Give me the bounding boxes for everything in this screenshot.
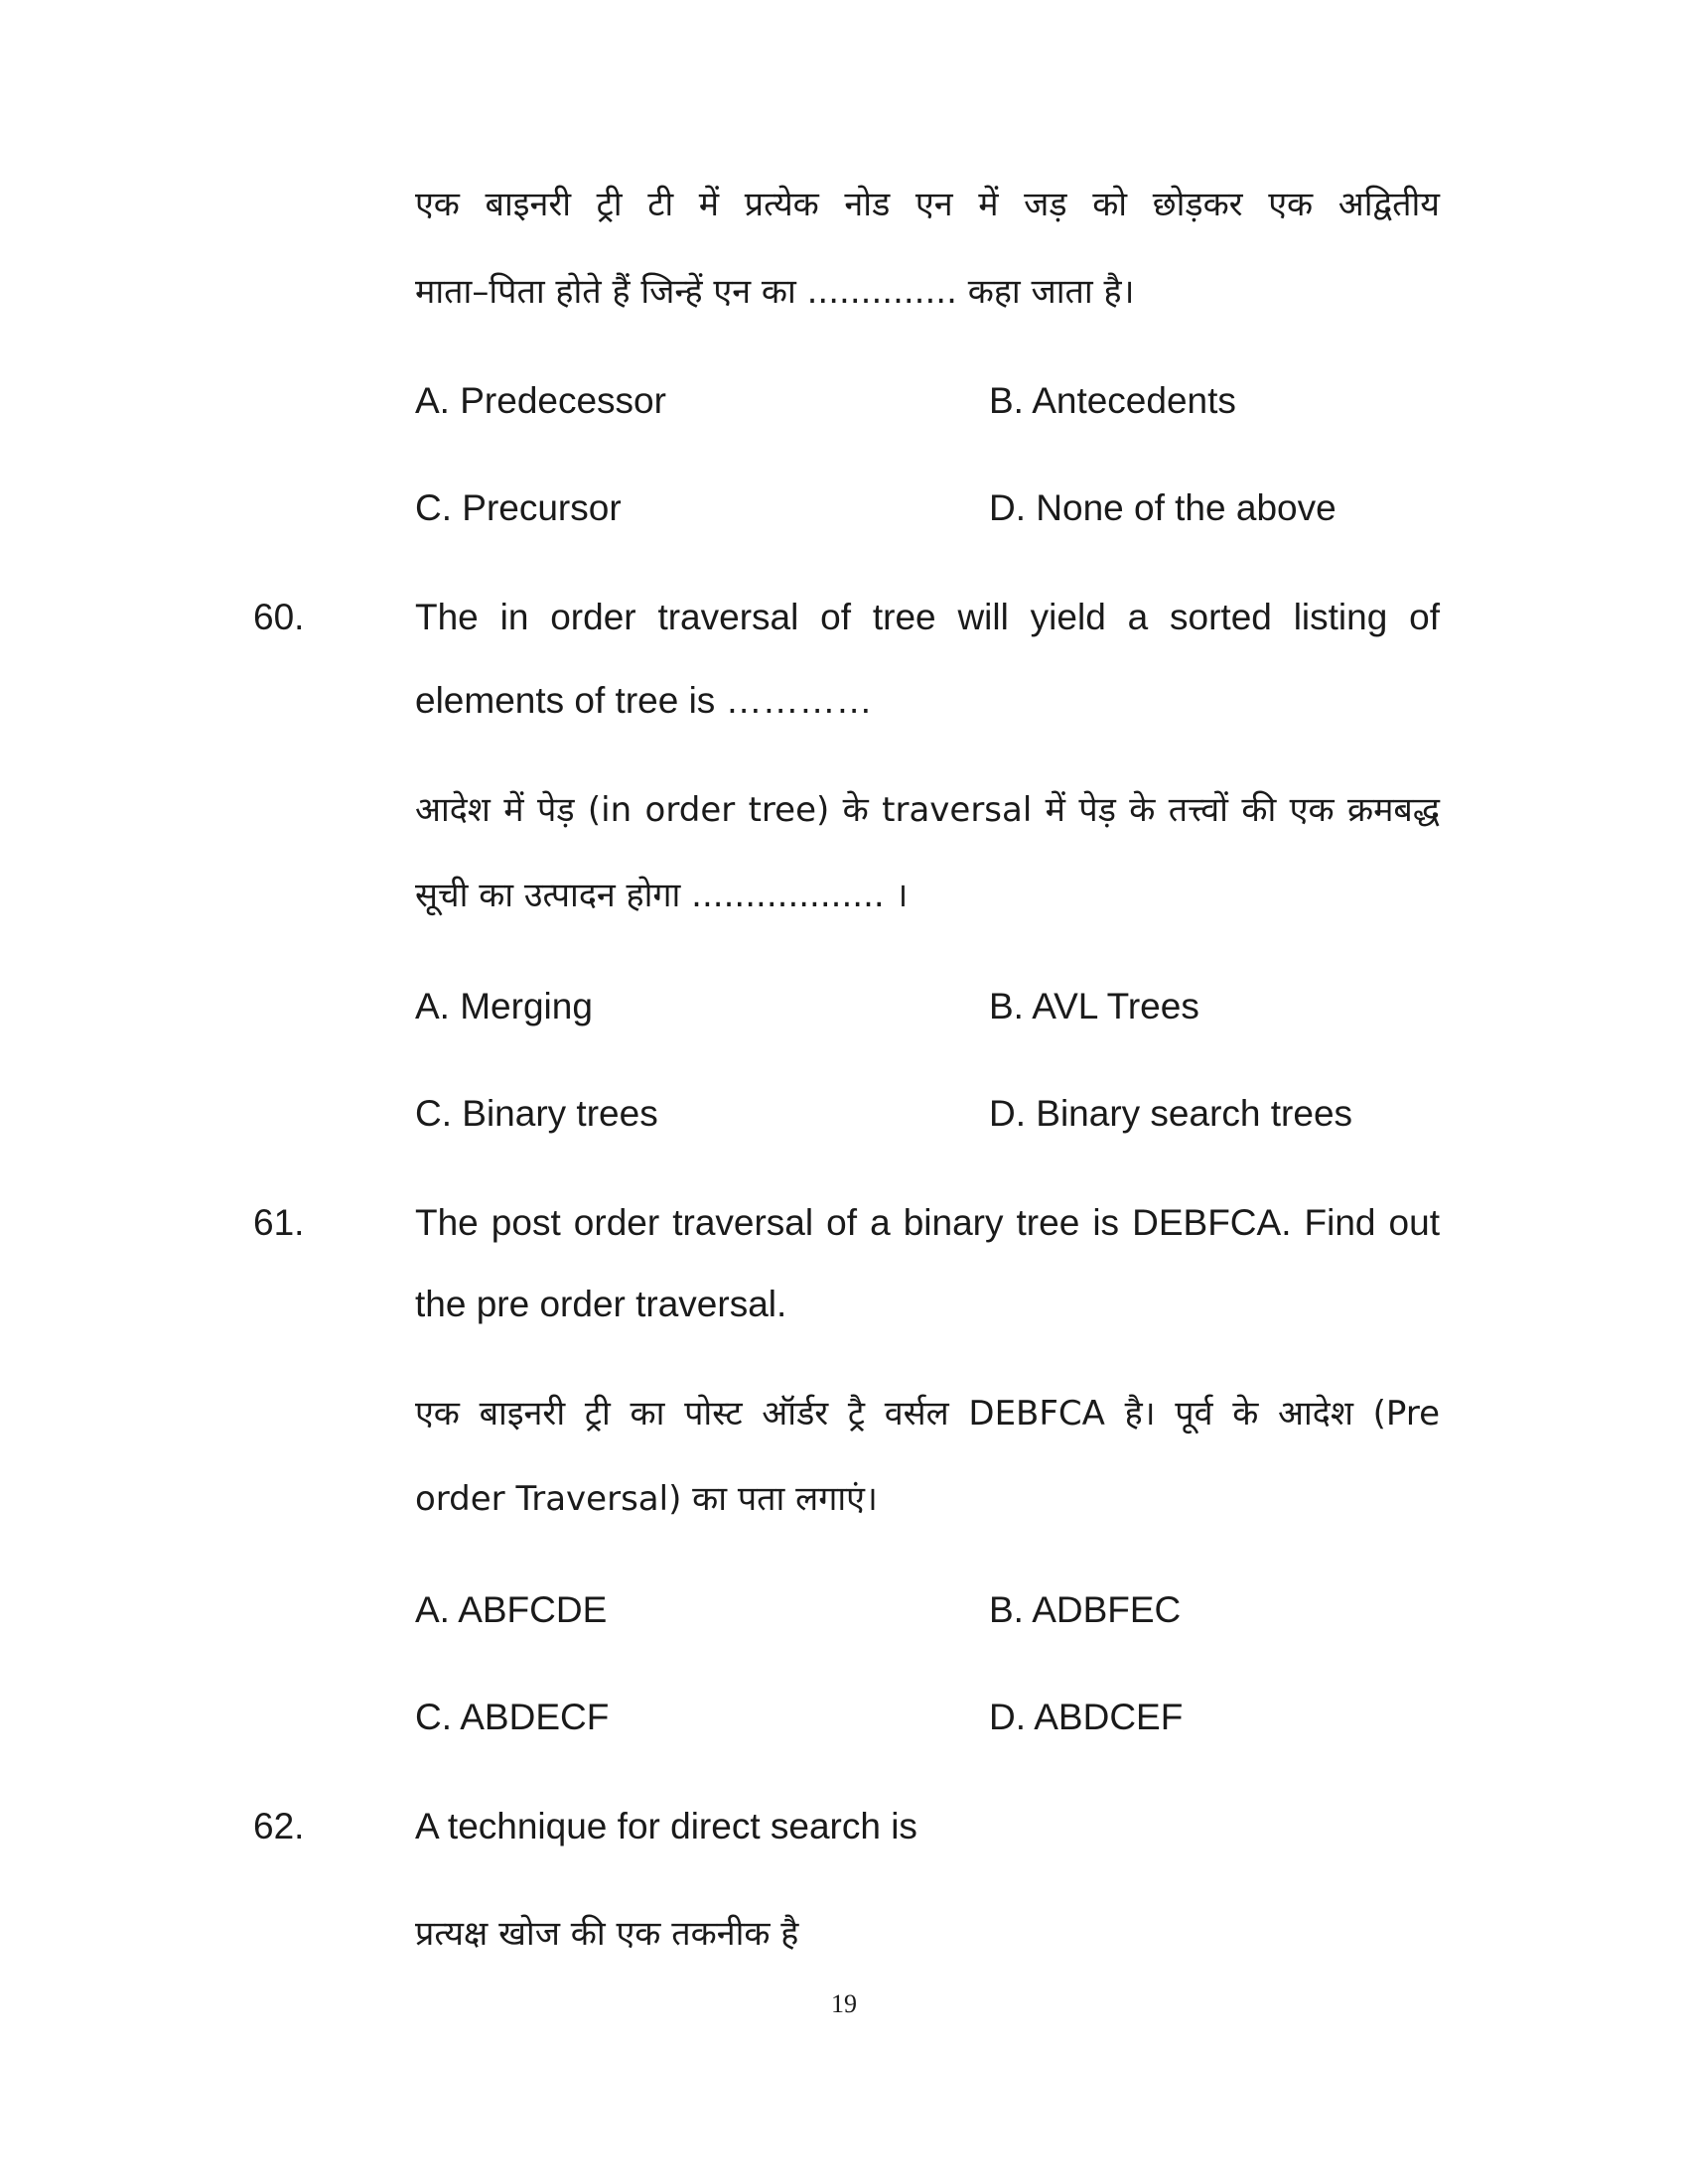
q61-option-c: C. ABDECF bbox=[415, 1697, 610, 1737]
q62-english-line-1: A technique for direct search is bbox=[415, 1806, 917, 1846]
q60-option-c: C. Binary trees bbox=[415, 1093, 658, 1134]
q61-option-b: B. ADBFEC bbox=[989, 1589, 1182, 1630]
q59-option-c: C. Precursor bbox=[415, 487, 622, 528]
q62-number: 62. bbox=[253, 1806, 305, 1846]
q60-hindi-line-2: सूची का उत्पादन होगा .................. । bbox=[415, 876, 909, 915]
q59-option-b: B. Antecedents bbox=[989, 380, 1236, 421]
q61-english-line-1: The post order traversal of a binary tree is DEBFCA. Find out bbox=[415, 1202, 1440, 1243]
q59-hindi-line-2: माता–पिता होते हैं जिन्हें एन का .............. कहा जाता है। bbox=[415, 272, 1135, 312]
q61-option-d: D. ABDCEF bbox=[989, 1697, 1184, 1737]
q62-hindi-line-1: प्रत्यक्ष खोज की एक तकनीक है bbox=[415, 1914, 799, 1954]
q60-english-line-2: elements of tree is ………… bbox=[415, 680, 873, 721]
q60-english-line-1: The in order traversal of tree will yield a sorted listing of bbox=[415, 597, 1440, 637]
q61-hindi-line-1: एक बाइनरी ट्री का पोस्ट ऑर्डर ट्रै वर्सल DEBFCA है। पूर्व के आदेश (Pre bbox=[415, 1394, 1440, 1433]
q61-number: 61. bbox=[253, 1202, 305, 1243]
page-number: 19 bbox=[831, 1989, 857, 2018]
q59-option-a: A. Predecessor bbox=[415, 380, 666, 421]
q61-option-a: A. ABFCDE bbox=[415, 1589, 608, 1630]
q59-option-d: D. None of the above bbox=[989, 487, 1336, 528]
q59-hindi-line-1: एक बाइनरी ट्री टी में प्रत्येक नोड एन में जड़ को छोड़कर एक अद्वितीय bbox=[415, 185, 1440, 224]
q60-option-b: B. AVL Trees bbox=[989, 986, 1199, 1026]
q60-option-d: D. Binary search trees bbox=[989, 1093, 1353, 1134]
q60-option-a: A. Merging bbox=[415, 986, 593, 1026]
q61-english-line-2: the pre order traversal. bbox=[415, 1284, 787, 1324]
q60-hindi-line-1: आदेश में पेड़ (in order tree) के traversal में पेड़ के तत्त्वों की एक क्रमबद्ध bbox=[415, 790, 1440, 830]
q61-hindi-line-2: order Traversal) का पता लगाएं। bbox=[415, 1479, 878, 1519]
q60-number: 60. bbox=[253, 597, 305, 637]
